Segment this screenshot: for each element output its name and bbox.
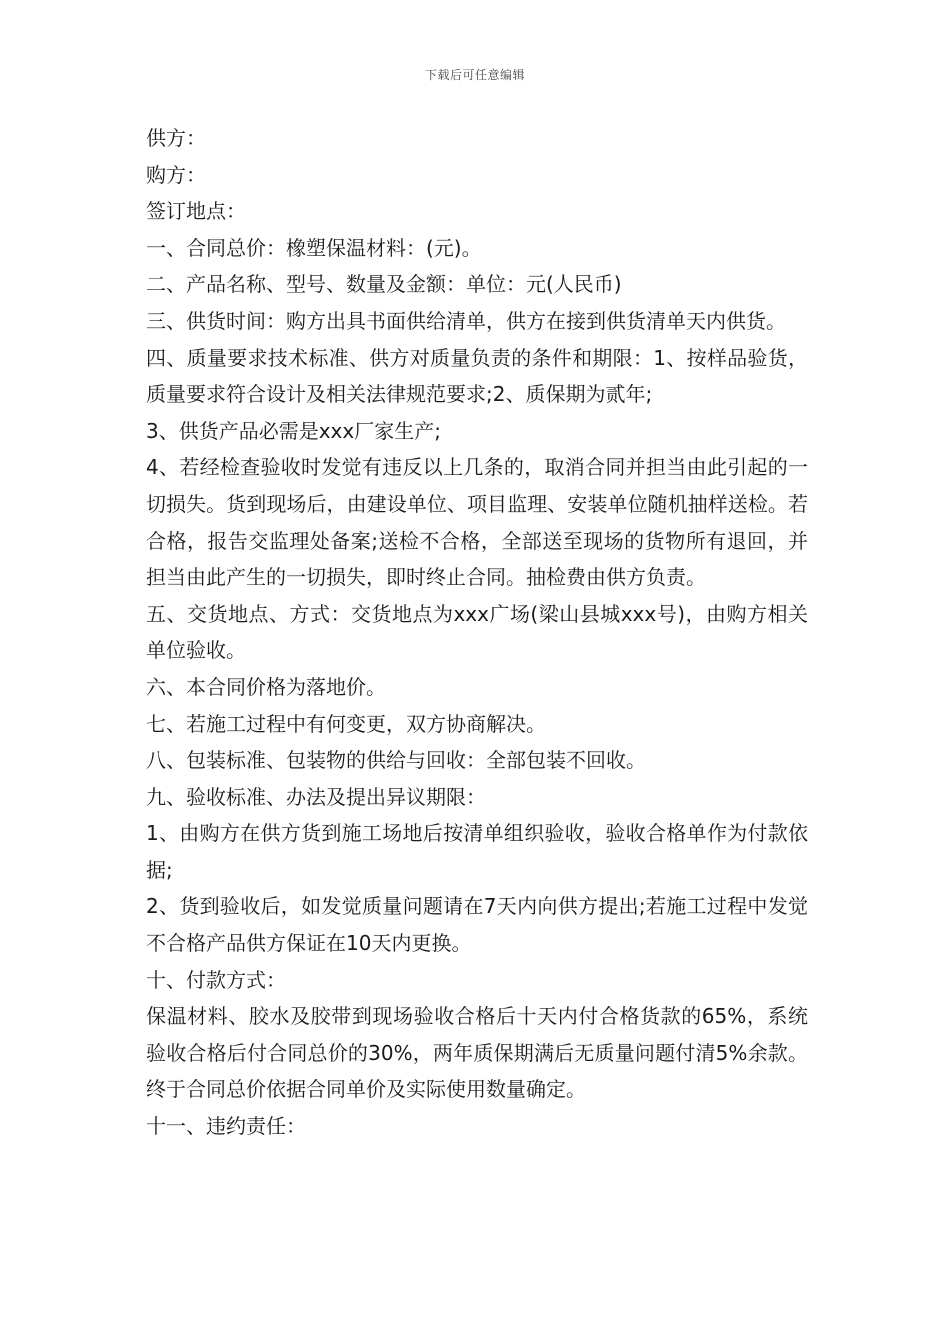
clause-9-item-2: 2、货到验收后，如发觉质量问题请在7天内向供方提出;若施工过程中发觉不合格产品供方保证在10天内更换。 [146, 894, 808, 956]
clause-4-item-3: 3、供货产品必需是xxx厂家生产; [146, 418, 441, 443]
clause-9-item-1: 1、由购方在供方货到施工场地后按清单组织验收，验收合格单作为付款依据; [146, 821, 808, 882]
supplier-line: 供方： [146, 126, 206, 150]
clause-4-item-4: 4、若经检查验收时发觉有违反以上几条的，取消合同并担当由此引起的一切损失。货到现场后，由建设单位、项目监理、安装单位随机抽样送检。若合格，报告交监理处备案;送检不合格，全部送至现场的货物所有退回，并担当由此产生的一切损失，即时终止合同。抽检费由供方负责。 [146, 455, 808, 590]
clause-7-changes: 七、若施工过程中有何变更，双方协商解决。 [146, 711, 546, 736]
clause-9-acceptance: 九、验收标准、办法及提出异议期限： [146, 784, 486, 809]
clause-2-product-info: 二、产品名称、型号、数量及金额：单位：元(人民币) [146, 272, 622, 297]
clause-1-total-price: 一、合同总价：橡塑保温材料：(元)。 [146, 235, 482, 260]
clause-4-quality: 四、质量要求技术标准、供方对质量负责的条件和期限：1、按样品验货，质量要求符合设计及相关法律规范要求;2、质保期为贰年; [146, 345, 808, 407]
clause-10-payment-detail: 保温材料、胶水及胶带到现场验收合格后十天内付合格货款的65%，系统验收合格后付合同总价的30%，两年质保期满后无质量问题付清5%余款。终于合同总价依据合同单价及实际使用数量确定。 [146, 1004, 808, 1102]
clause-3-supply-time: 三、供货时间：购方出具书面供给清单，供方在接到供货清单天内供货。 [146, 308, 786, 333]
buyer-line: 购方： [146, 162, 206, 187]
clause-6-price: 六、本合同价格为落地价。 [146, 674, 386, 699]
clause-5-delivery: 五、交货地点、方式：交货地点为xxx广场(梁山县城xxx号)，由购方相关单位验收。 [146, 601, 808, 663]
page-header: 下载后可任意编辑 [424, 68, 525, 82]
signing-place-line: 签订地点： [146, 199, 246, 224]
document-body [146, 120, 808, 1145]
clause-10-payment: 十、付款方式： [146, 967, 286, 992]
clause-11-liability: 十一、违约责任： [146, 1114, 306, 1139]
clause-8-packaging: 八、包装标准、包装物的供给与回收：全部包装不回收。 [146, 748, 646, 773]
